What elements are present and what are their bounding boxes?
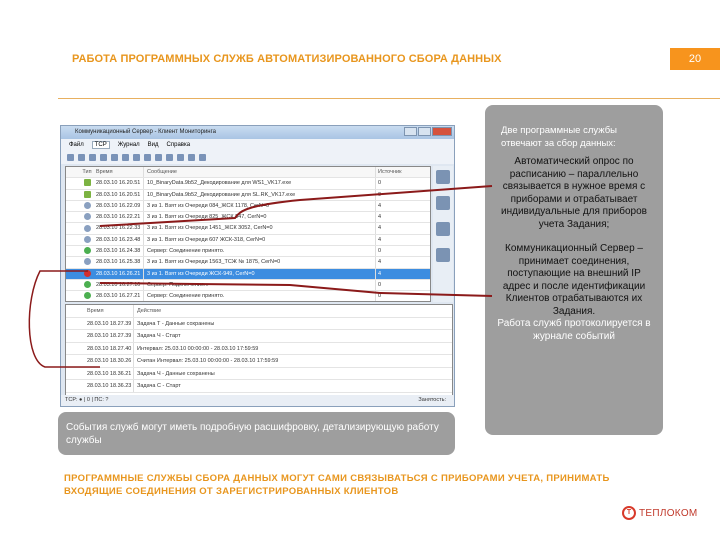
menu-journal[interactable]: Журнал	[117, 142, 140, 148]
event-source: 4	[378, 225, 382, 232]
event-time: 28.03.10 16.23.48	[94, 235, 144, 245]
play-icon[interactable]	[67, 154, 74, 161]
col-time[interactable]: Время	[94, 167, 144, 177]
info-heading: Две программные службы отвечают за сбор данных:	[501, 125, 617, 149]
table-row[interactable]	[66, 190, 430, 201]
detail-action: Интервал: 25.03.10 00:00:00 - 28.03.10 17:59:59	[137, 345, 259, 352]
slide-title: РАБОТА ПРОГРАММНЫХ СЛУЖБ АВТОМАТИЗИРОВАННОГО СБОРА ДАННЫХ	[72, 53, 502, 65]
document-icon	[84, 191, 91, 198]
detail-action: Задача Ч - Старт	[137, 333, 181, 339]
event-message: Сервер: Соединение принято.	[144, 246, 376, 256]
app-window	[60, 125, 455, 407]
event-time: 28.03.10 16.27.10	[94, 280, 144, 290]
gear-icon	[84, 225, 91, 232]
detail-time: 28.03.10 18.27.39	[86, 318, 134, 330]
footer-text: ПРОГРАММНЫЕ СЛУЖБЫ СБОРА ДАННЫХ МОГУТ САМИ СВЯЗЫВАТЬСЯ С ПРИБОРАМИ УЧЕТА, ПРИНИМАТЬ ВХОДЯЩИЕ СОЕДИНЕНИЯ ОТ ЗАРЕГИСТРИРОВАННЫХ КЛИЕНТОВ	[64, 473, 610, 497]
event-source: 0	[378, 248, 382, 255]
gear-icon	[84, 213, 91, 220]
event-message: 10_BinaryData.9b52_Декодирование для WS1_VK17.exe	[144, 178, 376, 188]
event-message: 3 из 1. Взят из Очереди 607 ЖСК-318, CerN=0	[144, 235, 376, 245]
window-title: Коммуникационный Сервер - Клиент Мониторинга	[75, 129, 217, 135]
col-type[interactable]: Тип	[82, 169, 92, 175]
info-box-right	[485, 105, 663, 435]
info-comm-server: Коммуникационный Сервер – принимает соединения, поступающие на внешний IP адрес и после идентификации Клиентов отрабатываются их Задания.	[502, 243, 646, 317]
table-row[interactable]	[66, 318, 452, 331]
mail-icon[interactable]	[155, 154, 162, 161]
detail-time: 28.03.10 18.27.39	[86, 330, 134, 342]
gear-icon	[84, 236, 91, 243]
divider	[58, 98, 720, 99]
status-bar	[61, 395, 454, 406]
event-message: 3 из 1. Взят из Очереди 825_ЖСК 847, CerN=0	[144, 212, 376, 222]
event-source: 4	[378, 259, 382, 266]
refresh-icon[interactable]	[89, 154, 96, 161]
table-row[interactable]	[66, 235, 430, 246]
table-row[interactable]	[66, 257, 430, 268]
event-time: 28.03.10 16.22.33	[94, 223, 144, 233]
table-icon[interactable]	[166, 154, 173, 161]
table-row[interactable]	[66, 380, 452, 393]
play-icon	[84, 292, 91, 299]
filter-icon[interactable]	[177, 154, 184, 161]
table-row[interactable]	[66, 201, 430, 212]
user-edit-icon[interactable]	[436, 196, 450, 210]
logo-mark-icon: Т	[622, 506, 636, 520]
event-time: 28.03.10 16.25.38	[94, 257, 144, 267]
table-row[interactable]	[66, 269, 430, 280]
menu-file[interactable]: Файл	[69, 142, 84, 148]
event-source: 4	[378, 236, 382, 243]
event-source: 0	[378, 180, 382, 187]
print-icon[interactable]	[144, 154, 151, 161]
save-icon[interactable]	[188, 154, 195, 161]
event-message: 10_BinaryData.9b52_Декодирование для SL.RK_VK17.exe	[144, 190, 376, 200]
page-icon[interactable]	[133, 154, 140, 161]
detail-action: Задача Ч - Данные сохранены	[137, 370, 215, 377]
event-time: 28.03.10 16.22.09	[94, 201, 144, 211]
event-source: 0	[378, 293, 382, 300]
event-message: Сервер: Соединение принято.	[144, 291, 376, 301]
info-journal: Работа служб протоколируется в журнале событий	[497, 318, 651, 342]
table-header	[66, 305, 452, 318]
event-time: 28.03.10 16.26.21	[94, 269, 144, 279]
event-source: 0	[378, 281, 382, 288]
menu-view[interactable]: Вид	[147, 142, 159, 148]
gear-icon	[84, 258, 91, 265]
toolbar	[61, 151, 454, 164]
event-time: 28.03.10 16.20.51	[94, 178, 144, 188]
keyboard-icon[interactable]	[436, 248, 450, 262]
table-row[interactable]	[66, 355, 452, 368]
detail-action: Считан Интервал: 25.03.10 00:00:00 - 28.03.10 17:59:59	[137, 358, 279, 364]
detail-time: 28.03.10 18.36.21	[86, 368, 134, 380]
logo-text: ТЕПЛОКОМ	[639, 507, 698, 519]
side-toolbar	[433, 166, 453, 302]
event-time: 28.03.10 16.27.21	[94, 291, 144, 301]
detail-time: 28.03.10 18.36.23	[86, 380, 134, 392]
edit-icon[interactable]	[100, 154, 107, 161]
event-source: 0	[378, 191, 382, 198]
event-message: 3 из 1. Взят из Очереди 1563_ТСЖ № 1875, CerN=0	[144, 257, 376, 267]
menu-bar	[61, 139, 454, 151]
col-time[interactable]: Время	[86, 305, 134, 317]
close-button[interactable]	[432, 127, 452, 136]
logo	[622, 506, 698, 520]
table-row[interactable]	[66, 330, 452, 343]
table-row[interactable]	[66, 178, 430, 189]
event-message: 3 из 1. Взят из Очереди 084_ЖСК 1178, CerN=0	[144, 201, 376, 211]
status-right: Занятость:	[418, 397, 446, 403]
event-time: 28.03.10 16.22.21	[94, 212, 144, 222]
book-icon[interactable]	[436, 170, 450, 184]
page-number: 20	[670, 48, 720, 70]
minimize-button[interactable]	[404, 127, 417, 136]
event-message: Сервер: Подключение...	[144, 280, 376, 290]
table-row[interactable]	[66, 291, 430, 302]
play-icon	[84, 281, 91, 288]
info-box-left: События служб могут иметь подробную расшифровку, детализирующую работу службы	[58, 412, 455, 455]
gear-icon	[84, 202, 91, 209]
table-row[interactable]	[66, 212, 430, 223]
event-source: 4	[378, 214, 382, 221]
menu-tcp[interactable]: TCP	[92, 141, 110, 149]
status-left: TCP: ● | 0 | ПС: ?	[65, 397, 109, 403]
detail-action: Задача С - Старт	[137, 383, 181, 389]
error-icon	[84, 270, 91, 277]
table-row[interactable]	[66, 246, 430, 257]
events-table	[65, 166, 431, 302]
window-titlebar	[61, 126, 454, 139]
copy-icon[interactable]	[199, 154, 206, 161]
menu-help[interactable]: Справка	[166, 142, 191, 148]
grid-icon[interactable]	[111, 154, 118, 161]
details-table	[65, 304, 453, 396]
table-row[interactable]	[66, 280, 430, 291]
play-icon	[84, 247, 91, 254]
document-icon	[84, 179, 91, 186]
view-icon[interactable]	[122, 154, 129, 161]
table-row[interactable]	[66, 343, 452, 356]
col-source[interactable]: Источник	[378, 169, 402, 175]
event-time: 28.03.10 16.20.51	[94, 190, 144, 200]
event-message: 3 из 1. Взят из Очереди 1451_ЖСК 3052, CerN=0	[144, 223, 376, 233]
event-source: 4	[378, 202, 382, 209]
maximize-button[interactable]	[418, 127, 431, 136]
event-time: 28.03.10 16.24.38	[94, 246, 144, 256]
table-row[interactable]	[66, 368, 452, 381]
table-row[interactable]	[66, 223, 430, 234]
col-action[interactable]: Действие	[137, 308, 162, 314]
device-icon[interactable]	[436, 222, 450, 236]
detail-time: 28.03.10 18.30.26	[86, 355, 134, 367]
col-message[interactable]: Сообщение	[144, 167, 376, 177]
event-source: 4	[378, 270, 382, 277]
stop-icon[interactable]	[78, 154, 85, 161]
detail-action: Задача Т - Данные сохранены	[137, 320, 215, 327]
table-header	[66, 167, 430, 178]
info-auto-poll: Автоматический опрос по расписанию – параллельно связывается в нужное время с приборами и отрабатывает индивидуальные для приборов учета Задания;	[501, 156, 647, 230]
event-message: 3 из 1. Взят из Очереди ЖСК-949, CerN=0	[144, 269, 376, 279]
detail-time: 28.03.10 18.27.40	[86, 343, 134, 355]
